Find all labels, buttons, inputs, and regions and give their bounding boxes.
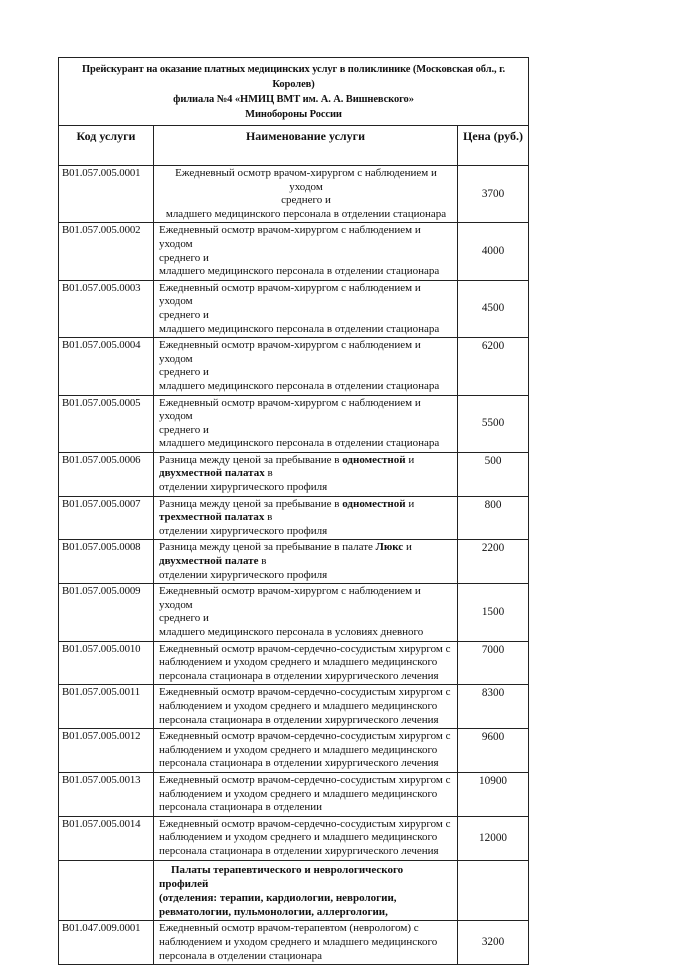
service-code: В01.057.005.0010 — [59, 641, 154, 685]
service-code: В01.057.005.0013 — [59, 772, 154, 816]
table-row — [59, 860, 529, 921]
table-row — [59, 452, 529, 496]
price-table — [58, 57, 529, 965]
service-code: В01.057.005.0008 — [59, 540, 154, 584]
table-row — [59, 584, 529, 641]
service-price: 6200 — [458, 338, 529, 395]
table-row — [59, 280, 529, 337]
service-name: Разница между ценой за пребывание в одноместной и трехместной палатах в отделении хирургического профиля — [154, 496, 458, 540]
service-name: Ежедневный осмотр врачом-сердечно-сосудистым хирургом с наблюдением и уходом среднего и младшего медицинского персонала стационара в отделении — [154, 772, 458, 816]
service-name: Ежедневный осмотр врачом-хирургом с наблюдением и уходом среднего и младшего медицинского персонала в отделении стационара — [154, 280, 458, 337]
service-price: 10900 — [458, 772, 529, 816]
service-code: В01.057.005.0007 — [59, 496, 154, 540]
document-title-line-1: Прейскурант на оказание платных медицинских услуг в поликлинике (Московская обл., г. Королев) — [81, 64, 506, 90]
service-name: Ежедневный осмотр врачом-хирургом с наблюдением и уходом среднего и младшего медицинского персонала в условиях дневного — [154, 584, 458, 641]
table-row — [59, 496, 529, 540]
service-price: 4000 — [458, 223, 529, 280]
service-code: В01.057.005.0005 — [59, 395, 154, 452]
service-name: Ежедневный осмотр врачом-хирургом с наблюдением и уходом среднего и младшего медицинского персонала в отделении стационара — [154, 166, 458, 223]
table-header-row — [59, 126, 529, 166]
service-code: В01.057.005.0004 — [59, 338, 154, 395]
service-code: В01.057.005.0012 — [59, 729, 154, 773]
service-price: 500 — [458, 452, 529, 496]
service-code: В01.057.005.0009 — [59, 584, 154, 641]
service-name: Ежедневный осмотр врачом-хирургом с наблюдением и уходом среднего и младшего медицинского персонала в отделении стационара — [154, 223, 458, 280]
table-row — [59, 395, 529, 452]
price-table-body — [59, 166, 529, 965]
service-price: 2200 — [458, 540, 529, 584]
service-price: 3700 — [458, 166, 529, 223]
service-code: В01.057.005.0002 — [59, 223, 154, 280]
service-name: Разница между ценой за пребывание в одноместной и двухместной палатах в отделении хирургического профиля — [154, 452, 458, 496]
document-title — [59, 58, 529, 126]
service-name: Ежедневный осмотр врачом-сердечно-сосудистым хирургом с наблюдением и уходом среднего и младшего медицинского персонала стационара в отделении хирургического лечения — [154, 685, 458, 729]
table-row — [59, 338, 529, 395]
service-code: В01.057.005.0003 — [59, 280, 154, 337]
column-header-name: Наименование услуги — [154, 126, 458, 166]
document-title-line-3: Минобороны России — [245, 109, 342, 120]
service-code: В01.057.005.0011 — [59, 685, 154, 729]
service-price: 12000 — [458, 816, 529, 860]
table-row — [59, 685, 529, 729]
document-title-line-2: филиала №4 «НМИЦ ВМТ им. А. А. Вишневского» — [173, 94, 414, 105]
service-price: 5500 — [458, 395, 529, 452]
service-price: 4500 — [458, 280, 529, 337]
table-row — [59, 816, 529, 860]
service-name: Ежедневный осмотр врачом-хирургом с наблюдением и уходом среднего и младшего медицинского персонала в отделении стационара — [154, 338, 458, 395]
service-code: В01.057.005.0001 — [59, 166, 154, 223]
service-name: Ежедневный осмотр врачом-сердечно-сосудистым хирургом с наблюдением и уходом среднего и младшего медицинского персонала стационара в отделении хирургического лечения — [154, 816, 458, 860]
service-name: Ежедневный осмотр врачом-терапевтом (неврологом) с наблюдением и уходом среднего и младшего медицинского персонала в отделении стационара — [154, 921, 458, 965]
service-name: Разница между ценой за пребывание в палате Люкс и двухместной палате в отделении хирургического профиля — [154, 540, 458, 584]
service-code: В01.057.005.0014 — [59, 816, 154, 860]
service-name: Ежедневный осмотр врачом-сердечно-сосудистым хирургом с наблюдением и уходом среднего и младшего медицинского персонала стационара в отделении хирургического лечения — [154, 641, 458, 685]
column-header-price: Цена (руб.) — [458, 126, 529, 166]
service-price: 8300 — [458, 685, 529, 729]
service-price: 3200 — [458, 921, 529, 965]
table-row — [59, 166, 529, 223]
service-code — [59, 860, 154, 921]
document-title-row — [59, 58, 529, 126]
table-row — [59, 921, 529, 965]
service-price — [458, 860, 529, 921]
service-code: В01.057.005.0006 — [59, 452, 154, 496]
service-price: 1500 — [458, 584, 529, 641]
service-code: В01.047.009.0001 — [59, 921, 154, 965]
service-name: Ежедневный осмотр врачом-хирургом с наблюдением и уходом среднего и младшего медицинского персонала в отделении стационара — [154, 395, 458, 452]
service-price: 800 — [458, 496, 529, 540]
table-row — [59, 729, 529, 773]
service-name: Палаты терапевтического и неврологического профилей (отделения: терапии, кардиологии, неврологии, ревматологии, пульмонологии, аллергологии, — [154, 860, 458, 921]
table-row — [59, 223, 529, 280]
service-price: 7000 — [458, 641, 529, 685]
table-row — [59, 540, 529, 584]
table-row — [59, 641, 529, 685]
service-name: Ежедневный осмотр врачом-сердечно-сосудистым хирургом с наблюдением и уходом среднего и младшего медицинского персонала стационара в отделении хирургического лечения — [154, 729, 458, 773]
service-price: 9600 — [458, 729, 529, 773]
table-row — [59, 772, 529, 816]
column-header-code: Код услуги — [59, 126, 154, 166]
